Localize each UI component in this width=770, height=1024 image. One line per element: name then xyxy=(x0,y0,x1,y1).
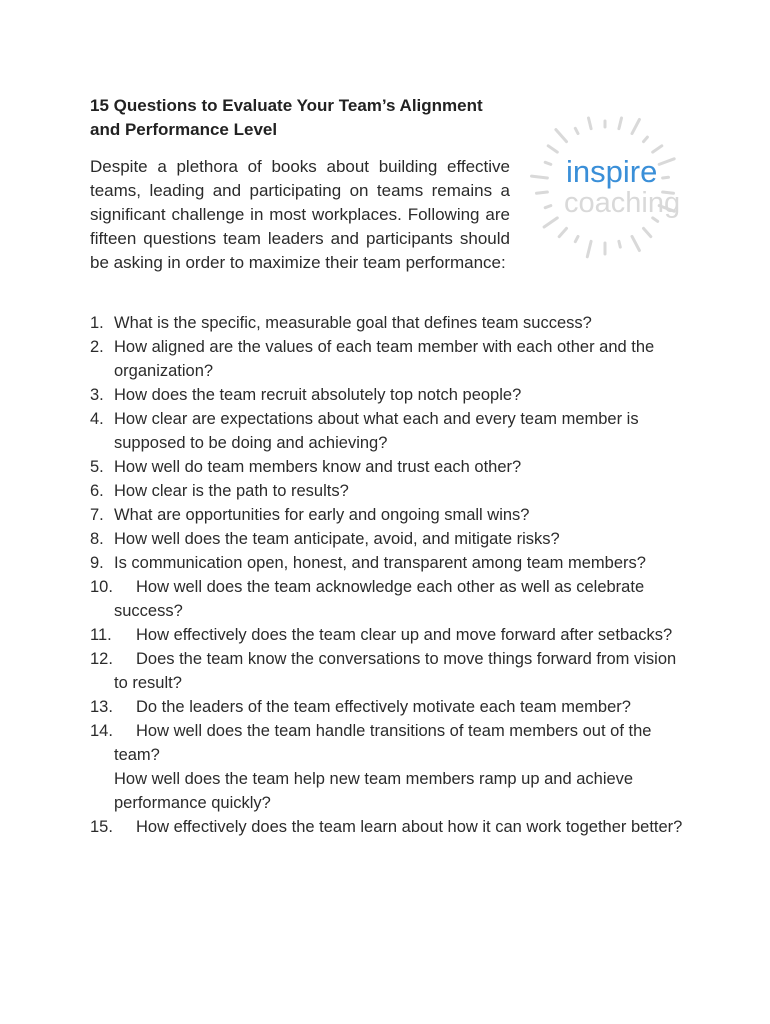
item-number: 15. xyxy=(90,818,113,836)
item-text: How well does the team handle transitions of team members out of the team? xyxy=(114,722,652,764)
item-number: 8. xyxy=(90,530,104,548)
item-number: 4. xyxy=(90,410,104,428)
item-text: How aligned are the values of each team member with each other and the organization? xyxy=(114,338,655,380)
item-number: 11. xyxy=(90,626,112,644)
list-item xyxy=(90,551,690,575)
list-item xyxy=(90,455,690,479)
sunburst-ray xyxy=(556,130,567,142)
item-number: 13. xyxy=(90,698,113,716)
sunburst-ray xyxy=(545,162,551,164)
list-item xyxy=(90,479,690,503)
item-text: How effectively does the team clear up and move forward after setbacks? xyxy=(136,626,673,644)
sunburst-ray xyxy=(659,159,674,165)
item-text: How clear are expectations about what each and every team member is supposed to be doing and achieving? xyxy=(114,410,639,452)
sunburst-ray xyxy=(532,176,548,178)
item-text: How well does the team help new team members ramp up and achieve performance quickly? xyxy=(114,770,634,812)
list-item xyxy=(90,335,690,383)
item-text: Is communication open, honest, and transparent among team members? xyxy=(114,554,646,572)
item-number: 7. xyxy=(90,506,104,524)
item-text: How well does the team acknowledge each other as well as celebrate success? xyxy=(114,578,645,620)
sunburst-ray xyxy=(575,236,578,241)
item-number: 9. xyxy=(90,554,104,572)
item-text: How well do team members know and trust each other? xyxy=(114,458,522,476)
sunburst-ray xyxy=(619,241,620,247)
item-number: 6. xyxy=(90,482,104,500)
item-text: Does the team know the conversations to move things forward from vision to result? xyxy=(114,650,677,692)
sunburst-ray xyxy=(653,146,662,152)
item-text: How effectively does the team learn about how it can work together better? xyxy=(136,818,683,836)
sunburst-ray xyxy=(632,120,639,134)
sunburst-ray xyxy=(587,241,591,256)
item-text: How does the team recruit absolutely top notch people? xyxy=(114,386,522,404)
item-number: 1. xyxy=(90,314,104,332)
item-text: Do the leaders of the team effectively motivate each team member? xyxy=(136,698,631,716)
sunburst-ray xyxy=(537,192,548,193)
list-item xyxy=(90,383,690,407)
logo-word-inspire: inspire xyxy=(566,154,658,189)
document-title xyxy=(90,94,520,142)
logo-word-coaching: coaching xyxy=(564,187,681,219)
item-number: 12. xyxy=(90,650,113,668)
list-item xyxy=(90,719,690,767)
list-item xyxy=(90,527,690,551)
item-number: 3. xyxy=(90,386,104,404)
list-item xyxy=(90,647,690,695)
item-number: 10. xyxy=(90,578,113,596)
sunburst-ray xyxy=(548,146,557,152)
list-item xyxy=(90,695,690,719)
sunburst-ray xyxy=(619,118,622,129)
item-number: 5. xyxy=(90,458,104,476)
sunburst-ray xyxy=(545,206,551,208)
list-item xyxy=(90,623,690,647)
sunburst-ray xyxy=(632,236,639,250)
list-item xyxy=(90,815,690,839)
list-item-continuation xyxy=(90,767,690,815)
question-list xyxy=(90,311,690,839)
sunburst-ray xyxy=(544,218,557,227)
item-number: 14. xyxy=(90,722,113,740)
document-title-line-1: 15 Questions to Evaluate Your Team’s Alignment xyxy=(90,96,483,115)
list-item xyxy=(90,311,690,335)
item-text: How clear is the path to results? xyxy=(114,482,349,500)
list-item xyxy=(90,575,690,623)
sunburst-ray xyxy=(644,137,648,142)
item-text: What are opportunities for early and ongoing small wins? xyxy=(114,506,530,524)
sunburst-ray xyxy=(575,128,578,133)
item-number: 2. xyxy=(90,338,104,356)
item-text: How well does the team anticipate, avoid, and mitigate risks? xyxy=(114,530,560,548)
sunburst-ray xyxy=(644,228,651,236)
list-item xyxy=(90,503,690,527)
document-title-line-2: and Performance Level xyxy=(90,120,278,139)
sunburst-ray xyxy=(589,118,592,129)
item-text: What is the specific, measurable goal that defines team success? xyxy=(114,314,592,332)
intro-paragraph: Despite a plethora of books about building effective teams, leading and participating on teams remains a significant challenge in most workplaces. Following are fifteen questions team leaders and participants should be asking in order to maximize their team performance: xyxy=(90,157,510,272)
sunburst-ray xyxy=(663,177,669,178)
list-item xyxy=(90,407,690,455)
sunburst-ray xyxy=(559,228,566,236)
